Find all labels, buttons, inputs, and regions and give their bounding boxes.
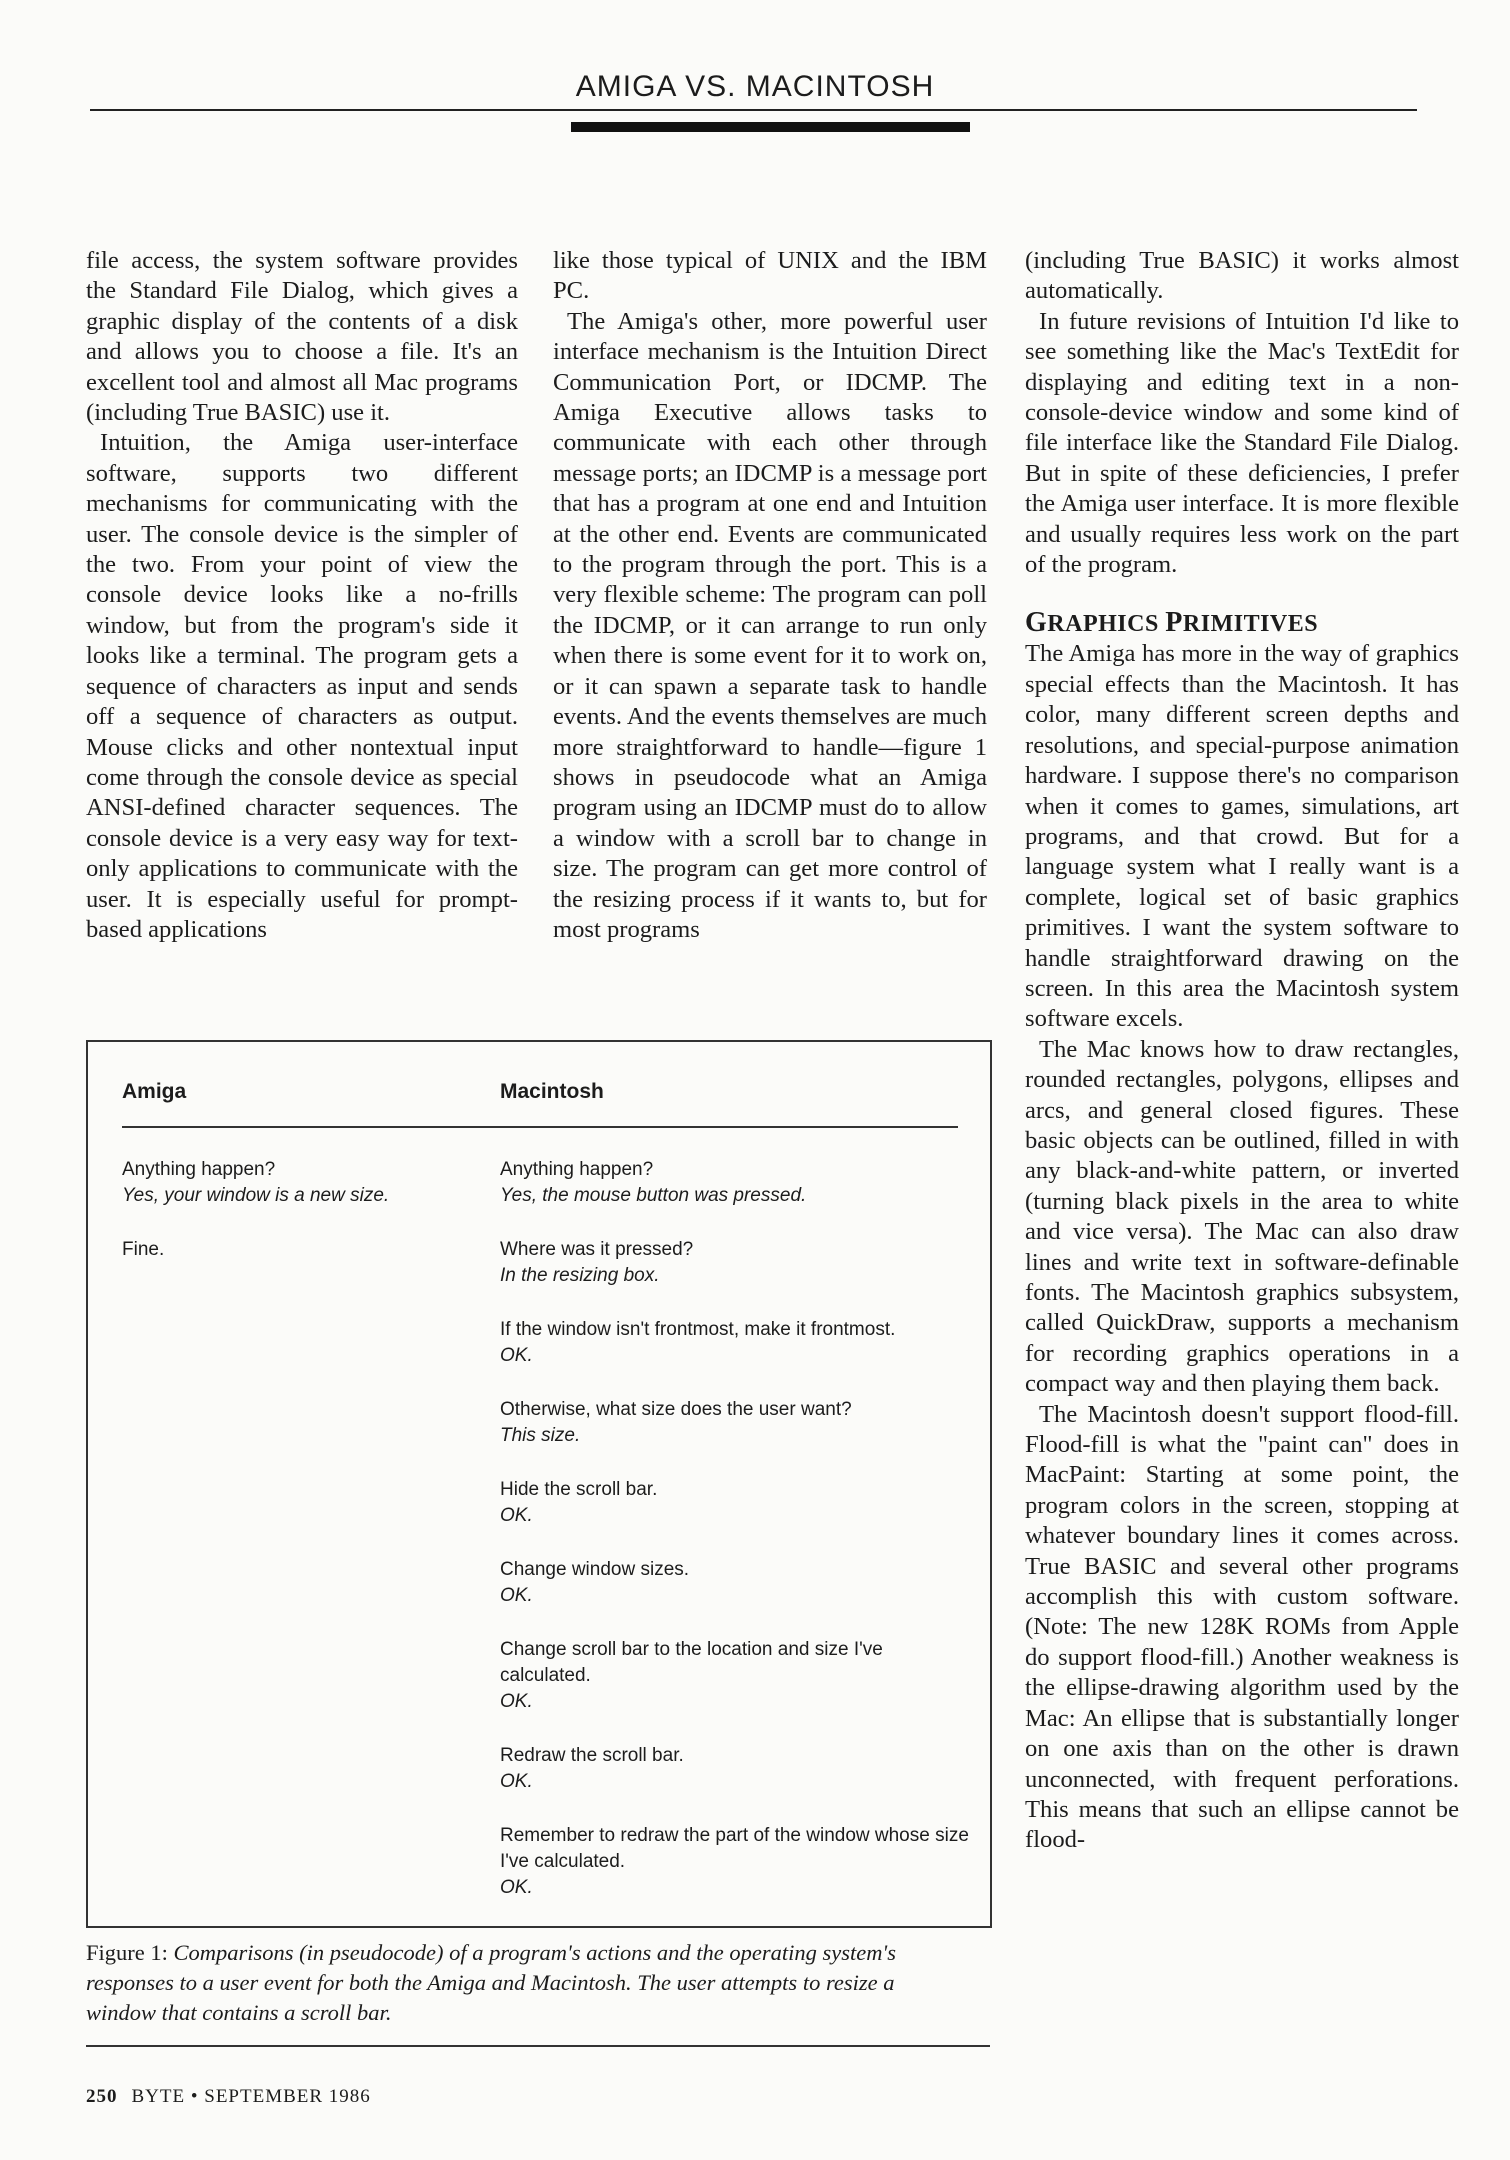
- column-1: [86, 246, 518, 945]
- header-rule: [90, 109, 1417, 111]
- col1-paragraph: file access, the system software provides the Standard File Dialog, which gives a graphic display of the contents of a disk and allows you to choose a file. It's an excellent tool and almost all Mac programs (including True BASIC) use it.: [86, 247, 518, 427]
- figure-header-rule: [122, 1126, 958, 1128]
- amiga-step: Fine.: [122, 1239, 165, 1260]
- mac-step: Otherwise, what size does the user want? This size.: [500, 1399, 852, 1446]
- column-3: [1025, 246, 1459, 1856]
- amiga-column-header: Amiga: [122, 1080, 187, 1103]
- col3-paragraph: The Mac knows how to draw rectangles, rounded rectangles, polygons, ellipses and arcs, and general closed figures. These basic objects can be outlined, filled in with any black-and-white pattern, or inverted (turning black pixels in the area to white and vice versa). The Mac can also draw lines and write text in software-definable fonts. The Macintosh graphics subsystem, called QuickDraw, supports a mechanism for recording graphics operations in a compact way and then playing them back.: [1025, 1035, 1459, 1398]
- caption-label: Figure 1:: [86, 1940, 174, 1965]
- mac-step: Remember to redraw the part of the window whose size I've calculated. OK.: [500, 1825, 969, 1898]
- figure-1-box: [86, 1040, 992, 1928]
- col3-paragraph: (including True BASIC) it works almost automatically.: [1025, 247, 1459, 305]
- mac-step: Where was it pressed? In the resizing box.: [500, 1239, 694, 1286]
- page-header-title: AMIGA VS. MACINTOSH: [575, 70, 935, 103]
- col2-paragraph: like those typical of UNIX and the IBM PC.: [553, 247, 987, 305]
- section-heading: GRAPHICS PRIMITIVES: [1025, 607, 1319, 639]
- page-number: 250: [86, 2086, 118, 2107]
- col3-paragraph: In future revisions of Intuition I'd like to see something like the Mac's TextEdit for displaying and editing text in a non-console-device window and some kind of file interface like the Standard File Dialog. But in spite of these deficiencies, I prefer the Amiga user interface. It is more flexible and usually requires less work on the part of the program.: [1025, 307, 1459, 579]
- col1-paragraph: Intuition, the Amiga user-interface software, supports two different mechanisms for communicating with the user. The console device is the simpler of the two. From your point of view the console device looks like a no-frills window, but from the program's side it looks like a terminal. The program gets a sequence of characters as input and sends off a sequence of characters as output. Mouse clicks and other nontextual input come through the console device as special ANSI-defined character sequences. The console device is a very easy way for text-only applications to communicate with the user. It is especially useful for prompt-based applications: [86, 429, 518, 943]
- mac-step: Hide the scroll bar. OK.: [500, 1479, 658, 1526]
- amiga-steps: [122, 1157, 452, 1317]
- caption-text: Comparisons (in pseudocode) of a program's actions and the operating system's responses to a user event for both the Amiga and Macintosh. The user attempts to resize a window that contains a scroll bar.: [86, 1940, 897, 2025]
- magazine-issue: BYTE • SEPTEMBER 1986: [131, 2086, 371, 2107]
- mac-step: Redraw the scroll bar. OK.: [500, 1745, 684, 1792]
- page-footer: [86, 2086, 371, 2108]
- col3-paragraph: The Macintosh doesn't support flood-fill. Flood-fill is what the "paint can" does in MacPaint: Starting at some point, the program colors in the screen, stopping at whatever boundary lines it comes across. True BASIC and several other programs accomplish this with custom software. (Note: The new 128K ROMs from Apple do support flood-fill.) Another weakness is the ellipse-drawing algorithm used by the Mac: An ellipse that is substantially longer on one axis than on the other is drawn unconnected, with frequent perforations. This means that such an ellipse cannot be flood-: [1025, 1400, 1459, 1854]
- mac-step: Anything happen? Yes, the mouse button was pressed.: [500, 1159, 807, 1206]
- header-bar: [571, 122, 970, 132]
- caption-rule: [86, 2045, 990, 2047]
- macintosh-column-header: Macintosh: [500, 1080, 604, 1103]
- mac-step: If the window isn't frontmost, make it frontmost. OK.: [500, 1319, 896, 1366]
- mac-step: Change scroll bar to the location and size I've calculated. OK.: [500, 1639, 883, 1712]
- macintosh-steps: [500, 1157, 970, 1929]
- col2-paragraph: The Amiga's other, more powerful user interface mechanism is the Intuition Direct Communication Port, or IDCMP. The Amiga Executive allows tasks to communicate with each other through message ports; an IDCMP is a message port that has a program at one end and Intuition at the other end. Events are communicated to the program through the port. This is a very flexible scheme: The program can poll the IDCMP, or it can arrange to run only when there is some event for it to work on, or it can spawn a separate task to handle events. And the events themselves are much more straightforward to handle—figure 1 shows in pseudocode what an Amiga program using an IDCMP must do to allow a window with a scroll bar to change in size. The program can get more control of the resizing process if it wants to, but for most programs: [553, 307, 987, 943]
- column-2: [553, 246, 987, 945]
- col3-paragraph: The Amiga has more in the way of graphics special effects than the Macintosh. It has color, many different screen depths and resolutions, and special-purpose animation hardware. I suppose there's no comparison when it comes to games, simulations, art programs, and that crowd. But for a language system what I really want is a complete, logical set of basic graphics primitives. I want the system software to handle straightforward drawing on the screen. In this area the Macintosh system software excels.: [1025, 640, 1459, 1033]
- amiga-step: Anything happen? Yes, your window is a new size.: [122, 1159, 390, 1206]
- figure-caption: [86, 1938, 966, 2028]
- mac-step: Change window sizes. OK.: [500, 1559, 690, 1606]
